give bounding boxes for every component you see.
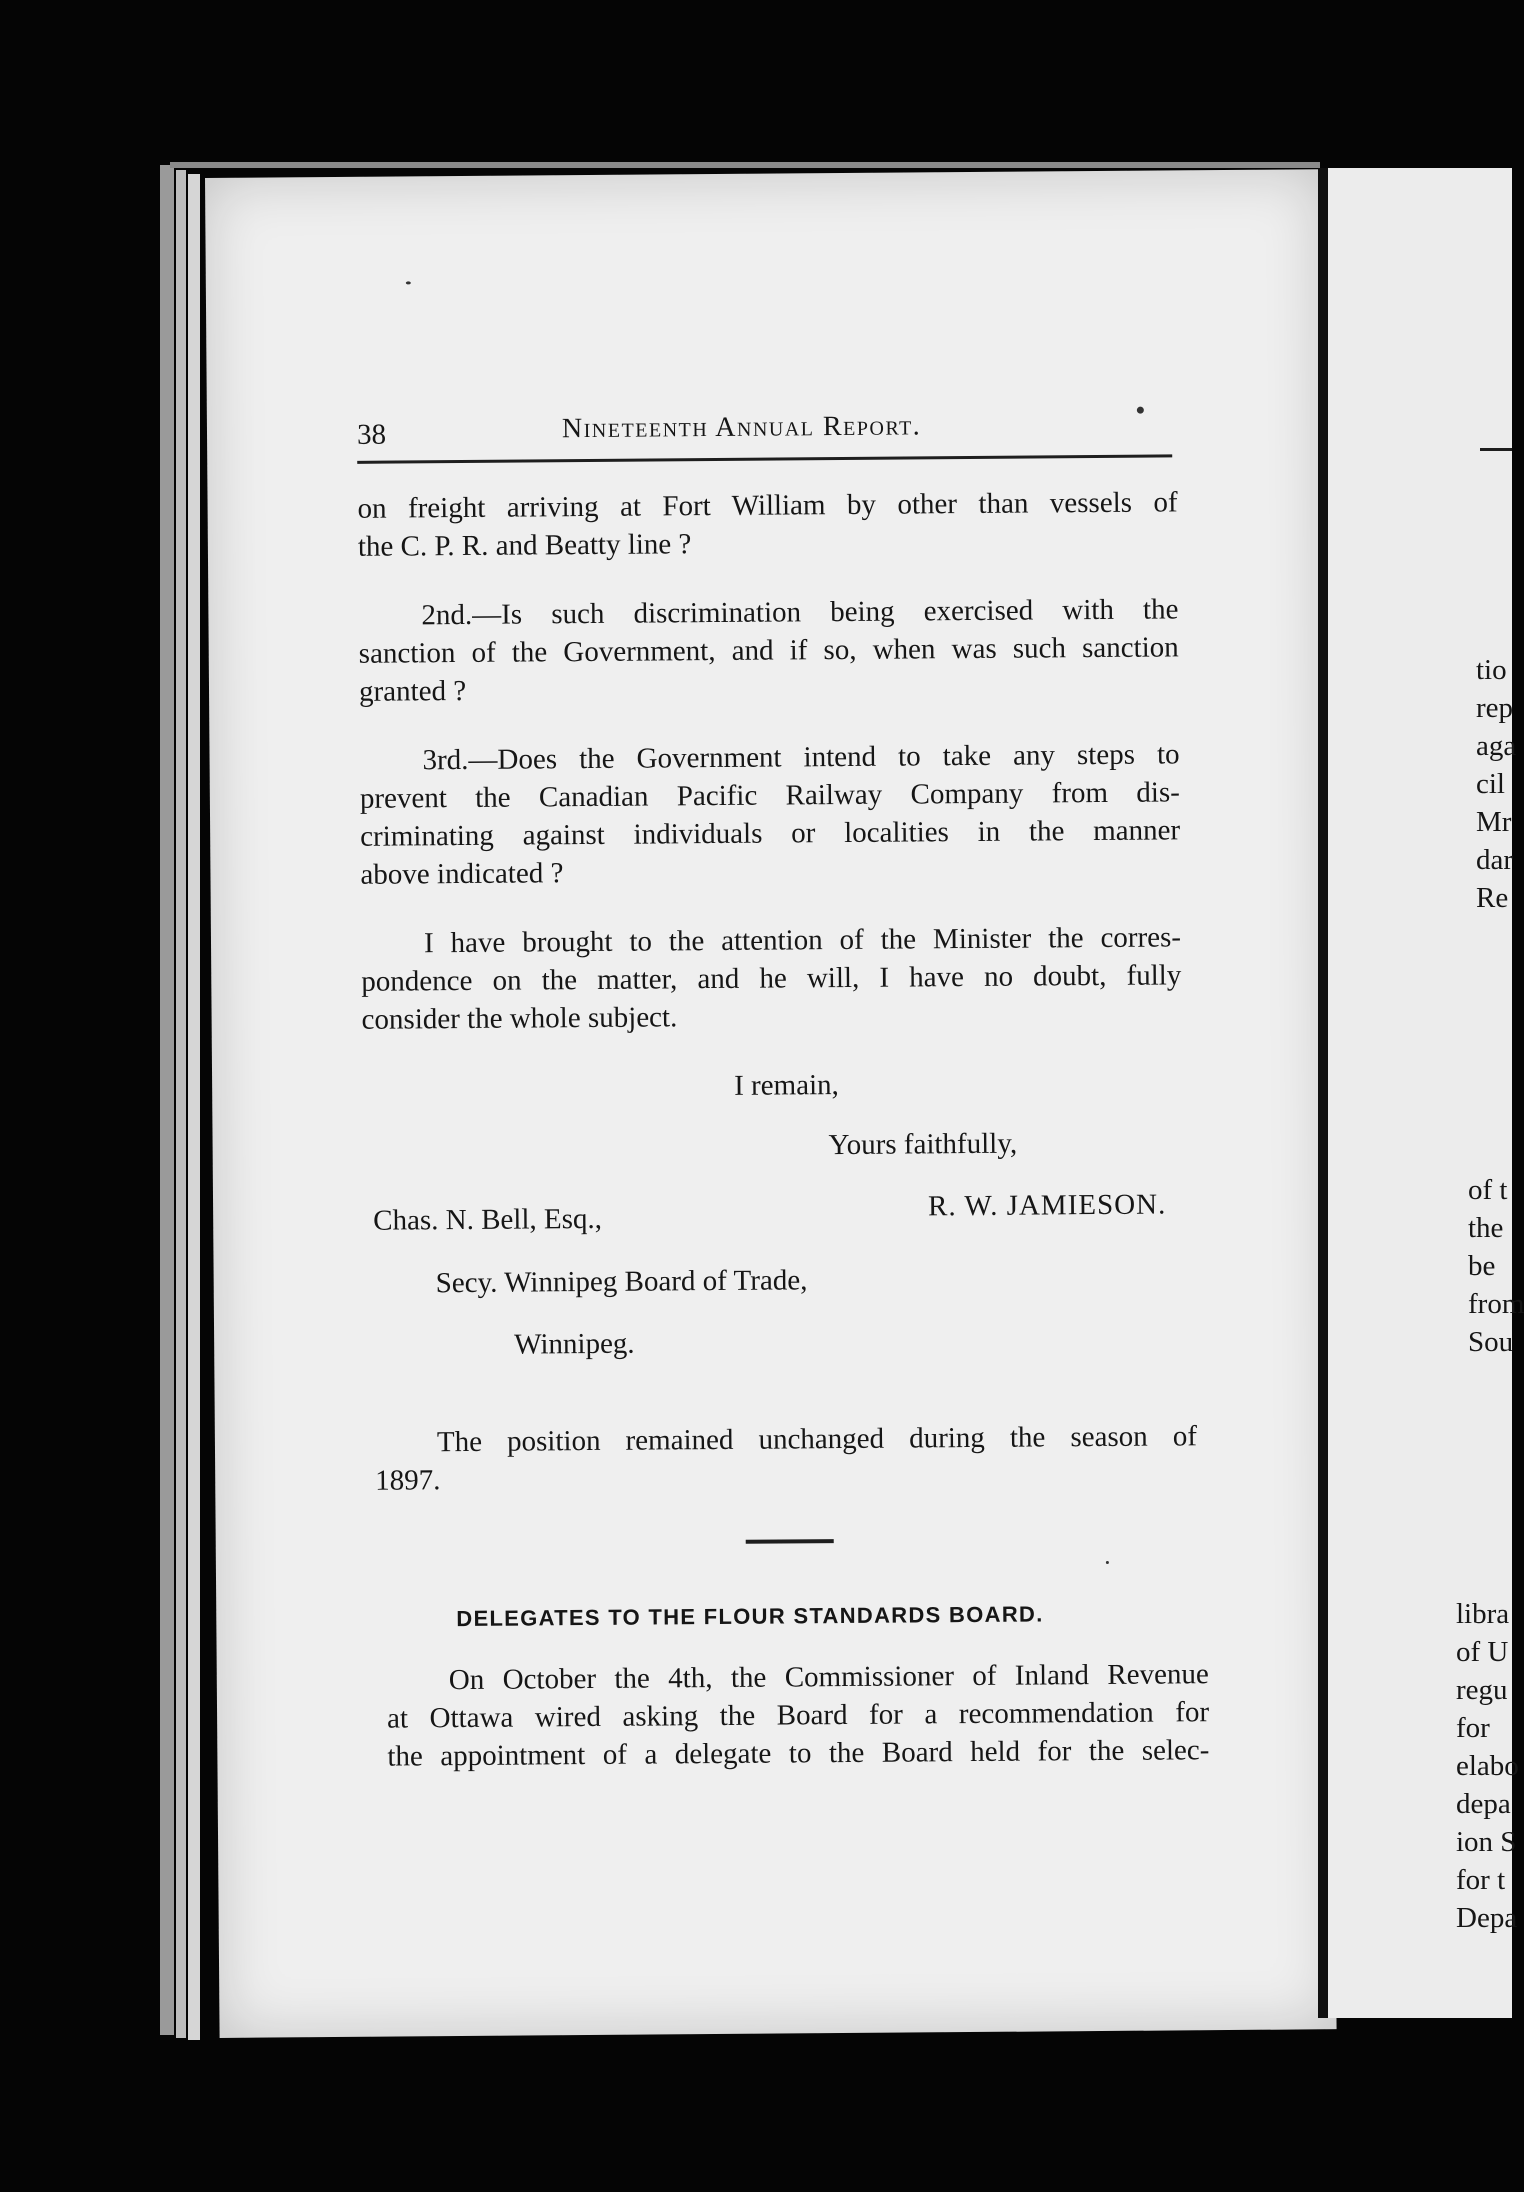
body-line: the appointment of a delegate to the Board held for the selec- — [387, 1734, 1210, 1773]
body-line: granted ? — [358, 674, 467, 708]
facing-line: the — [1468, 1212, 1504, 1244]
page-stack-edge — [170, 162, 1320, 168]
body-line: criminating against individuals or localities in the manner — [360, 814, 1181, 853]
running-head: Nineteenth Annual Report. — [561, 410, 922, 445]
body-line: The position remained unchanged during the season of — [436, 1420, 1198, 1459]
facing-line: regu — [1456, 1674, 1508, 1706]
facing-line: of U — [1456, 1636, 1509, 1668]
facing-line: for — [1456, 1712, 1490, 1744]
facing-line: be — [1468, 1250, 1496, 1282]
body-line: prevent the Canadian Pacific Railway Company from dis- — [359, 776, 1180, 815]
facing-line: elabo — [1456, 1750, 1519, 1782]
facing-line: for t — [1456, 1864, 1506, 1896]
addressee-line: Winnipeg. — [514, 1327, 635, 1361]
facing-line: dar — [1476, 844, 1514, 876]
body-line: above indicated ? — [360, 857, 564, 891]
page-stack-edge — [188, 174, 200, 2040]
facing-line: Sou — [1468, 1326, 1514, 1358]
letter-closing: I remain, — [734, 1069, 839, 1102]
facing-line: tio — [1476, 654, 1507, 686]
page-stack-edge — [160, 165, 174, 2035]
book-gutter — [1318, 168, 1328, 2018]
speck — [1137, 407, 1144, 414]
letter-valediction: Yours faithfully, — [828, 1127, 1018, 1162]
header-rule — [357, 454, 1172, 463]
facing-line: ion S — [1456, 1826, 1517, 1858]
body-line: On October the 4th, the Commissioner of Inland Revenue — [448, 1658, 1209, 1697]
facing-line: of t — [1468, 1174, 1508, 1206]
facing-line: depa — [1456, 1788, 1511, 1820]
facing-line: Depa — [1456, 1902, 1518, 1934]
body-line: at Ottawa wired asking the Board for a recommendation for — [386, 1696, 1210, 1735]
section-heading: DELEGATES TO THE FLOUR STANDARDS BOARD. — [456, 1601, 1044, 1632]
speck — [406, 281, 411, 284]
addressee-line: Chas. N. Bell, Esq., — [373, 1202, 603, 1237]
main-page — [205, 169, 1337, 2038]
facing-line: from — [1468, 1288, 1524, 1320]
facing-line: rep — [1476, 692, 1514, 724]
addressee-line: Secy. Winnipeg Board of Trade, — [435, 1264, 808, 1300]
body-line: sanction of the Government, and if so, when was such sanction — [358, 631, 1179, 670]
facing-line: libra — [1456, 1598, 1510, 1630]
body-line: I have brought to the attention of the Minister the corres- — [423, 921, 1182, 960]
facing-page — [1328, 168, 1524, 2018]
body-line: the C. P. R. and Beatty line ? — [357, 528, 692, 563]
facing-line: Re — [1476, 882, 1509, 914]
letter-signatory: R. W. JAMIESON. — [927, 1188, 1167, 1223]
body-line: 2nd.—Is such discrimination being exercised with the — [421, 593, 1179, 632]
body-line: on freight arriving at Fort William by other than vessels of — [357, 486, 1178, 525]
section-divider — [746, 1539, 834, 1544]
body-line: 3rd.—Does the Government intend to take any steps to — [422, 738, 1180, 777]
page-number: 38 — [356, 418, 387, 451]
page-stack-edge — [176, 170, 186, 2038]
speck — [1106, 1561, 1109, 1564]
body-line: pondence on the matter, and he will, I have no doubt, fully — [361, 959, 1182, 998]
facing-line: aga — [1476, 730, 1517, 762]
facing-header-rule — [1480, 448, 1512, 451]
body-line: 1897. — [375, 1464, 441, 1497]
body-line: consider the whole subject. — [361, 1001, 678, 1036]
facing-line: cil — [1476, 768, 1505, 800]
facing-line: Mr — [1476, 806, 1512, 838]
